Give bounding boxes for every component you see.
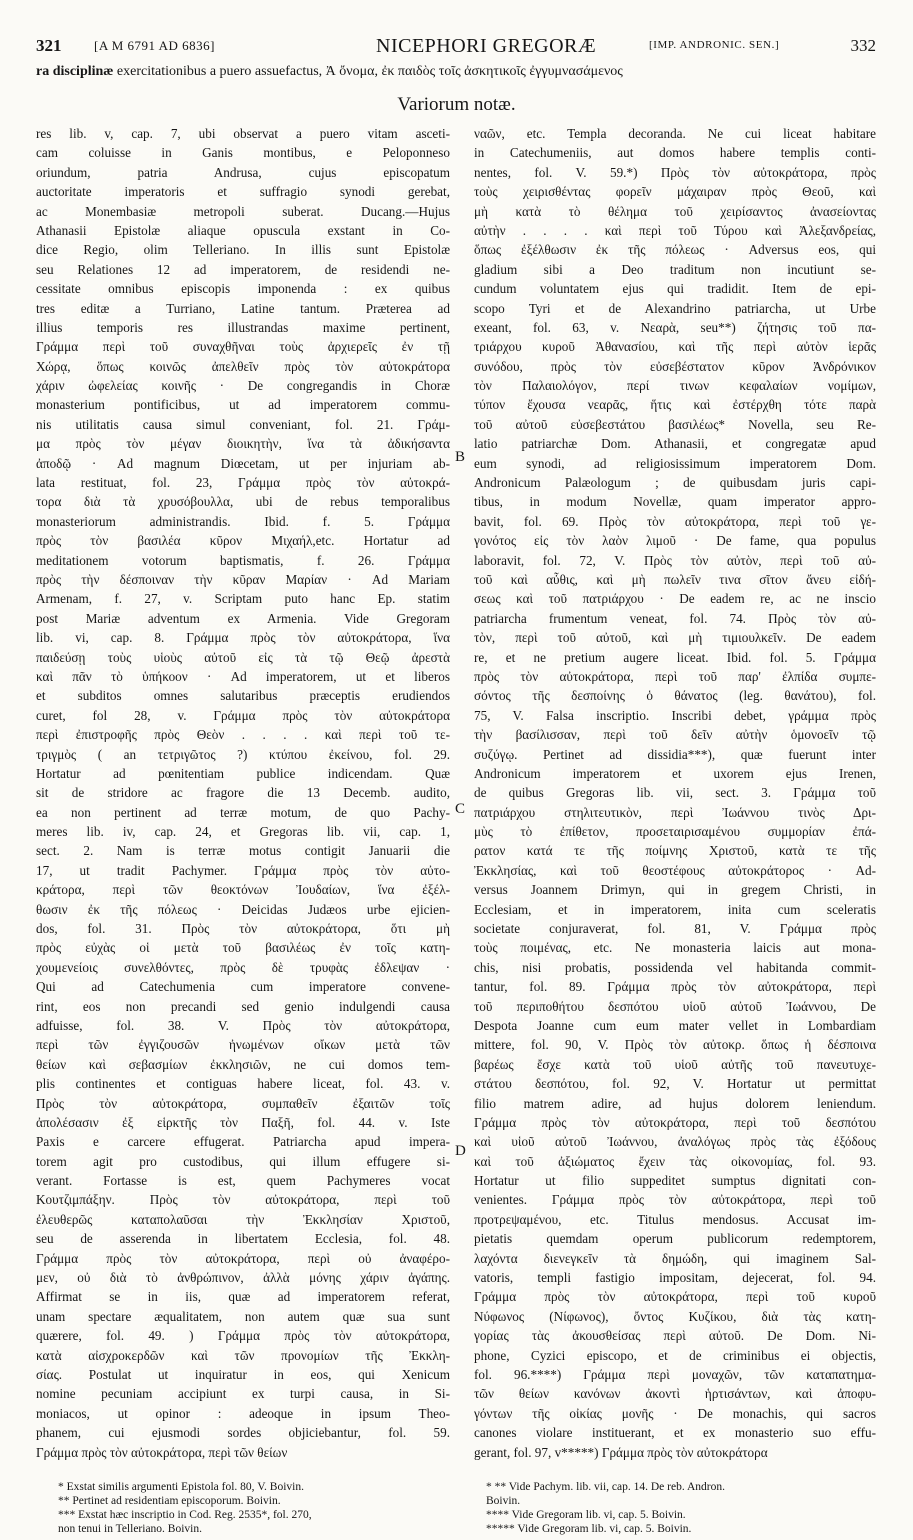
text-line: βαρέως ἔσχε κατὰ τοῦ υἱοῦ αὐτῆς τοῦ πανευτυχε- xyxy=(474,1056,876,1072)
text-line: cam coluisse in Ganis montibus, e Peloponneso xyxy=(36,145,450,161)
text-line: res lib. v, cap. 7, ubi observat a puero vitam asceti- xyxy=(36,126,450,141)
text-line: cundum voluntatem ejus qui tradidit. Item de epi- xyxy=(474,281,876,297)
text-line: τύπον ἔχουσα νεαρᾶς, ἥτις καὶ ἐστέρχθη τότε παρὰ xyxy=(474,397,876,413)
text-line: societate conjuraverat, fol. 81, V. Γράμμα πρὸς xyxy=(474,921,876,937)
text-line: verant. Fortasse is est, quem Pachymeres vocat xyxy=(36,1173,450,1189)
text-line: Γράμμα περὶ τοῦ συναχθῆναι τοὺς ἀρχιερεῖς ἐν τῇ xyxy=(36,339,450,355)
text-line: 17, ut tradit Pachymer. Γράμμα πρὸς τὸν αὐτο- xyxy=(36,862,450,878)
text-line: τοῦ αὐτοῦ εὐσεβεστάτου βασιλέως* Novella, seu Re- xyxy=(474,416,876,432)
text-line: πρὸς τὸν αὐτοκράτορα, περὶ τοῦ παρ' ἐλπίδα συμπε- xyxy=(474,668,876,684)
text-line: unam spectare æqualitatem, non autem quæ sua sunt xyxy=(36,1308,450,1324)
text-line: ea non pertinent ad terræ motum, de quo Pachy- xyxy=(36,804,450,820)
text-line: καὶ πᾶν τὸ ὑπήκοον · Ad imperatorem, ut et liberos xyxy=(36,668,450,684)
text-line: πρὸς τὸν βασιλέα κῦρον Μιχαήλ,etc. Hortatur ad xyxy=(36,533,450,549)
text-line: θείων καὶ σεβασμίων ἐκκλησιῶν, ne cui domos tem- xyxy=(36,1056,450,1072)
text-line: πατριάρχου στηλιτευτικὸν, περὶ Ἰωάννου τινὸς Δρι- xyxy=(474,804,876,820)
page-number-right: 332 xyxy=(850,36,876,55)
text-line: nomine pecuniam accipiunt ex turpi causa, in Si- xyxy=(36,1386,450,1402)
text-line: pietatis quemdam operum publicorum redemptorem, xyxy=(474,1231,876,1247)
text-line: τῶν θείων κανόνων ἀκοντὶ ἡρτισάντων, καὶ ἀποφυ- xyxy=(474,1386,876,1402)
text-line: illius temporis res illustrandas maxime pertinent, xyxy=(36,319,450,335)
page-number-left: 321 xyxy=(36,36,62,55)
text-line: seu Relationes 12 ad imperatorem, de residendi ne- xyxy=(36,261,450,277)
continued-latin-text: exercitationibus a puero assuefactus, xyxy=(113,64,323,79)
text-line: κατὰ αἰσχροκερδῶν καὶ τῶν προνομίων τῆς Ἐκκλη- xyxy=(36,1347,450,1363)
text-line: Hortatur ad pœnitentiam publice indicendam. Quæ xyxy=(36,765,450,781)
text-line: Πρὸς τὸν αὐτοκράτορα, συμπαθεῖν ἐξαιτῶν τοῖς xyxy=(36,1095,450,1111)
text-line: 75, V. Falsa inscriptio. Inscribi debet, γράμμα πρὸς xyxy=(474,707,876,723)
text-line: canones violare instituerant, et ex monasterio suo effu- xyxy=(474,1425,876,1441)
footnotes-right xyxy=(486,1480,876,1536)
text-line: exeant, fol. 63, v. Νεαρὰ, seu**) ζήτησις τοῦ πα- xyxy=(474,319,876,335)
text-line: mittere, fol. 90, V. Πρὸς τὸν αὐτοκρ. ὅπως ἡ δέσποινα xyxy=(474,1037,876,1053)
text-line: τὴν βασίλισσαν, περὶ τοῦ δεῖν αὐτὴν ὁμονοεῖν τῷ xyxy=(474,727,876,743)
text-line: τοῦ καὶ αὖθις, καὶ μὴ πωλεῖν τινα σῖτον ἄνευ εἰδή- xyxy=(474,571,876,587)
text-line: sit de stridore ac fragore die 13 Decemb. audito, xyxy=(36,785,450,801)
text-line: torem agit pro custodibus, qui illum effugere si- xyxy=(36,1153,450,1169)
footnote: * ** Vide Pachym. lib. vii, cap. 14. De reb. Andron. xyxy=(486,1481,725,1493)
text-line: Γράμμα πρὸς τὸν αὐτοκράτορα, περὶ οὐ ἀναφέρο- xyxy=(36,1250,450,1266)
margin-letter-c: C xyxy=(455,801,466,817)
text-line: moniacos, ut opinor : adeoque in ipsum Theo- xyxy=(36,1405,450,1421)
text-line: σόντος τῆς δεσποίνης ὁ θάνατος (leg. θανάτου), fol. xyxy=(474,688,876,704)
text-line: tibus, in modum Novellæ, quam imperator appro- xyxy=(474,494,876,510)
continued-text-line xyxy=(36,64,876,84)
text-line: plis continentes et contiguas habere liceat, fol. 43. v. xyxy=(36,1076,450,1092)
text-line: meres lib. iv, cap. 24, et Gregoras lib. vii, cap. 1, xyxy=(36,824,450,840)
text-line: Ecclesiam, et in imperatorem, inita cum sceleratis xyxy=(474,901,876,917)
text-line: Athanasii Epistolæ aliaque opuscula exstant in Co- xyxy=(36,222,450,238)
text-line: monasteriorum administrandis. Ibid. f. 5. Γράμμα xyxy=(36,513,450,529)
text-line: versus Joannem Drimyn, qui in gregem Christi, in xyxy=(474,882,876,898)
text-line: θωσιν ἐκ τῆς πόλεως · Deicidas Judæos urbe ejicien- xyxy=(36,901,450,917)
text-line: phone, Cyzici episcopo, et de criminibus ei objectis, xyxy=(474,1347,876,1363)
footnote: ** Pertinet ad residentiam episcoporum. Boivin. xyxy=(58,1495,281,1507)
text-line: cessitate omnibus episcopis imponenda : ex quibus xyxy=(36,281,450,297)
text-line: Paxis e carcere effugerat. Patriarcha apud impera- xyxy=(36,1134,450,1150)
text-line: meditationem votorum baptismatis, f. 26. Γράμμα xyxy=(36,552,450,568)
continued-greek-text: Ἀ ὄνομα, ἐκ παιδὸς τοῖς ἀσκητικοῖς ἐγγυμνασάμενος xyxy=(322,64,623,79)
text-line: κράτορα, περὶ τῶν θεοκτόνων Ἰουδαίων, ἵνα ἐξέλ- xyxy=(36,882,450,898)
footnote: *** Exstat hæc inscriptio in Cod. Reg. 2535*, fol. 270, xyxy=(58,1509,312,1521)
text-line: fol. 96.****) Γράμμα περὶ μοναχῶν, τῶν καταπατημα- xyxy=(474,1367,876,1382)
text-line: Armenam, f. 27, v. Scriptam puto hanc Ep. statim xyxy=(36,591,450,607)
text-line: παιδεύσῃ τοὺς υἱοὺς αὐτοῦ εἰς τὰ τῷ Θεῷ ἀρεστὰ xyxy=(36,649,450,665)
footnote: Boivin. xyxy=(486,1495,521,1507)
text-line: αὐτὴν . . . . καὶ περὶ τοῦ Τύρου καὶ Ἀλεξανδρείας, xyxy=(474,222,876,238)
text-line: περὶ τῶν ἐγγιζουσῶν ἠνωμένων οἴκων μετὰ τῶν xyxy=(36,1037,450,1053)
section-label: [IMP. ANDRONIC. SEN.] xyxy=(649,39,780,51)
text-line: venientes. Γράμμα πρὸς τὸν αὐτοκράτορα, περὶ τοῦ xyxy=(474,1192,876,1208)
text-line: in Catechumeniis, aut domos habere templis conti- xyxy=(474,145,876,161)
notes-heading: Variorum notæ. xyxy=(397,94,516,115)
text-line: Νύφωνος (Νίφωνος), ὄντος Κυζίκου, διὰ τὰς κατη- xyxy=(474,1308,876,1324)
text-line: latio patriarchæ Dom. Athanasii, et congregatæ apud xyxy=(474,436,876,452)
footnote: non tenui in Telleriano. Boivin. xyxy=(58,1523,202,1535)
text-line: ἀποδῷ · Ad magnum Diœcetam, ut per injuriam ab- xyxy=(36,455,450,471)
text-line: ἀπολέσασιν ἐξ εἱρκτῆς τὸν Παξῆ, fol. 44. v. Iste xyxy=(36,1114,450,1130)
text-line: στάτου δεσπότου, fol. 92, V. Hortatur ut permittat xyxy=(474,1076,876,1092)
text-line: ac Monembasiæ metropoli suberat. Ducang.—Hujus xyxy=(36,203,450,219)
text-line: μεν, οὐ διὰ τὸ ἀνθρώπινον, ἀλλὰ μόνης χάριν ἀγάπης. xyxy=(36,1270,450,1286)
footnotes-left xyxy=(58,1480,450,1536)
text-line: προτρεψαμένου, etc. Titulus mendosus. Accusat im- xyxy=(474,1211,876,1227)
text-line: Despota Joanne cum eum mater vellet in Lombardiam xyxy=(474,1017,876,1033)
running-header xyxy=(36,36,876,62)
text-line: μὺς τὸ ἐπίθετον, προσεταιρισαμένου συμμορίαν ἐπά- xyxy=(474,824,876,840)
text-line: γορίας τὰς ἀκουσθείσας περὶ αὐτοῦ. De Dom. Ni- xyxy=(474,1328,876,1344)
text-line: Κουτζιμπάξην. Πρὸς τὸν αὐτοκράτορα, περὶ τοῦ xyxy=(36,1192,450,1208)
text-line: σίας. Postulat ut inquiratur in eos, qui Xenicum xyxy=(36,1367,450,1382)
page-title: NICEPHORI GREGORÆ xyxy=(376,35,597,57)
text-line: ναῶν, etc. Templa decoranda. Ne cui liceat habitare xyxy=(474,126,876,141)
text-line: γόντων τῆς οἰκίας μονῆς · De monachis, qui sacros xyxy=(474,1405,876,1421)
text-line: τὸν, περὶ τοῦ αὐτοῦ, καὶ μὴ τιμιουλκεῖν. De eadem xyxy=(474,630,876,646)
text-line: adfuisse, fol. 38. V. Πρὸς τὸν αὐτοκράτορα, xyxy=(36,1017,450,1033)
text-line: rint, eos non precandi sed genio indulgendi causa xyxy=(36,998,450,1014)
text-line: τριάρχου κυροῦ Ἀθανασίου, καὶ τῆς περὶ αὐτὸν ἱερᾶς xyxy=(474,339,876,355)
margin-letter-b: B xyxy=(455,449,466,465)
text-line: Γράμμα πρὸς τὸν αὐτοκράτορα, περὶ τοῦ κυροῦ xyxy=(474,1289,876,1305)
text-line: σεως καὶ τοῦ πατριάρχου · De eadem re, ac ne inscio xyxy=(474,591,876,607)
text-line: post Mariæ adventum ex Armenia. Vide Gregoram xyxy=(36,610,450,626)
text-line: Andronicum imperatorem et uxorem ejus Irenen, xyxy=(474,765,876,781)
text-line: λαχόντα διενεγκεῖν τὰ δημώδη, qui imaginem Sal- xyxy=(474,1250,876,1266)
footnote: * Exstat similis argumenti Epistola fol. 80, V. Boivin. xyxy=(58,1481,304,1493)
text-line: quærere, fol. 49. ) Γράμμα πρὸς τὸν αὐτοκράτορα, xyxy=(36,1328,450,1344)
text-line: καὶ υἱοῦ αὐτοῦ Ἰωάννου, ἀναλόγως πρὸς τὰς ἐξόδους xyxy=(474,1134,876,1150)
text-line: filio matrem adire, ad hujus dolorem leniendum. xyxy=(474,1095,876,1111)
text-line: γονότος εἰς τὸν λαὸν λιμοῦ · De fame, qua populus xyxy=(474,533,876,549)
text-line: περὶ ἐπιστροφῆς πρὸς Θεὸν . . . . καὶ περὶ τοῦ τε- xyxy=(36,727,450,743)
text-line: tres editæ a Turriano, Latine tantum. Præterea ad xyxy=(36,300,450,316)
text-line: Γράμμα πρὸς τὸν αὐτοκράτορα, περὶ τῶν θείων xyxy=(36,1444,288,1460)
text-line: et subditos omnes salutaribus præceptis erudiendos xyxy=(36,688,450,704)
text-line: laboravit, fol. 72, V. Πρὸς τὸν αὐτὸν, περὶ τοῦ αὐ- xyxy=(474,552,876,568)
text-line: Χώρᾳ, ὅπως κοινῶς ἀπελθεῖν πρὸς τὸν αὐτοκράτορα xyxy=(36,358,450,374)
text-line: χουμενείοις συνελθόντες, πρὸς δὲ τρυφὰς ἐδλεψαν · xyxy=(36,959,450,975)
text-line: ὅπως ἐξέλθωσιν ἐκ τῆς πόλεως · Adversus eos, qui xyxy=(474,242,876,258)
text-line: χάριν ὠφελείας κοινῆς · De congregandis in Choræ xyxy=(36,378,450,394)
text-line: dos, fol. 31. Πρὸς τὸν αὐτοκράτορα, ὅτι μὴ xyxy=(36,921,450,937)
text-line: ρατον κατά τε τῆς ποίμνης Χριστοῦ, κατὰ τε τῆς xyxy=(474,843,876,859)
text-line: τοὺς χειρισθέντας φορεῖν μάχαιραν πρὸς Θεοῦ, καὶ xyxy=(474,184,876,200)
text-line: τοῦ περιποθήτου δεσπότου υἱοῦ αὐτοῦ Ἰωάννου, De xyxy=(474,998,876,1014)
text-line: καὶ τοῦ ἀξιώματος ἔχειν τὰς οἰκονομίας, fol. 93. xyxy=(474,1153,876,1169)
text-line: bavit, fol. 69. Πρὸς τὸν αὐτοκράτορα, περὶ τοῦ γε- xyxy=(474,513,876,529)
text-line: πρὸς τὴν δέσποιναν τὴν κῦραν Μαρίαν · Ad Mariam xyxy=(36,571,450,587)
text-line: sect. 2. Nam is terræ motus contigit Januarii die xyxy=(36,843,450,859)
text-line: eum synodi, ad religiosissimum imperatorem Dom. xyxy=(474,455,876,471)
text-line: πρὸς εὐχὰς οἱ μετὰ τοῦ βασιλέως ἐν τοῖς κατη- xyxy=(36,940,450,956)
text-line: τοὺς ποιμένας, etc. Ne monasteria laicis aut mona- xyxy=(474,940,876,956)
text-line: vatoris, templi fastigio impositam, dejecerat, fol. 94. xyxy=(474,1270,876,1286)
text-line: τριγμὸς ( an τετριγῶτος ?) κτύπου ἐκείνου, fol. 29. xyxy=(36,746,450,762)
text-line: scopo Tyri et de Alexandrino patriarcha, ut Urbe xyxy=(474,300,876,316)
text-line: gerant, fol. 97, v*****) Γράμμα πρὸς τὸν αὐτοκράτορα xyxy=(474,1444,768,1460)
text-line: ἐλευθερῶς καταπολαῦσαι τὴν Ἐκκλησίαν Χριστοῦ, xyxy=(36,1211,450,1227)
text-line: seu de asserenda in libertatem Ecclesia, fol. 48. xyxy=(36,1231,450,1247)
text-line: Affirmat se in iis, quæ ad imperatorem referat, xyxy=(36,1289,450,1305)
text-line: de quibus Gregoras lib. vii, sect. 3. Γράμμα τοῦ xyxy=(474,785,876,801)
text-line: tantur, fol. 89. Γράμμα πρὸς τὸν αὐτοκράτορα, περὶ xyxy=(474,979,876,995)
text-line: oriundum, patria Andrusa, cujus episcopatum xyxy=(36,164,450,180)
text-line: lata restituat, fol. 23, Γράμμα πρὸς τὸν αὐτοκρά- xyxy=(36,475,450,491)
text-line: Qui ad Catechumenia cum imperatore convene- xyxy=(36,979,450,995)
text-line: re, et ne pretium augere liceat. Ibid. fol. 5. Γράμμα xyxy=(474,649,876,665)
text-line: συζύγῳ. Pertinet ad dissidia***), quæ fuerunt inter xyxy=(474,746,876,762)
text-line: monasterium pontificibus, ut ad imperatorem commu- xyxy=(36,397,450,413)
text-line: Γράμμα πρὸς τὸν αὐτοκράτορα, περὶ τοῦ δεσπότου xyxy=(474,1114,876,1130)
margin-letter-d: D xyxy=(455,1143,466,1159)
text-line: Ἐκκλησίας, καὶ τοῦ θεοστέφους αὐτοκράτορος · Ad- xyxy=(474,862,876,878)
date-range: [A M 6791 AD 6836] xyxy=(94,38,215,53)
footnote: ***** Vide Gregoram lib. vi, cap. 5. Boivin. xyxy=(486,1523,692,1535)
text-line: μὴ κατὰ τὸ θέλημα τοῦ χειρίσαντος ἀνασείοντας xyxy=(474,203,876,219)
text-line: auctoritate imperatoris et suffragio synodi gerebat, xyxy=(36,184,450,200)
text-line: patriarcha frumentum veneat, fol. 74. Πρὸς τὸν αὐ- xyxy=(474,610,876,626)
text-line: gladium sibi a Deo traditum non incutiunt se- xyxy=(474,261,876,277)
text-line: Hortatur ut filio suppeditet sumptus dignitati con- xyxy=(474,1173,876,1189)
text-line: τὸν Παλαιολόγον, περί τινων κεφαλαίων νομίμων, xyxy=(474,378,876,394)
continued-bold-text: ra disciplinæ xyxy=(36,64,114,79)
text-line: συνόδου, πρὸς τὸν εὐσεβέστατον κῦρον Ἀνδρόνικον xyxy=(474,358,876,374)
text-line: τορα διὰ τὰ χρυσόβουλλα, ubi de rebus temporalibus xyxy=(36,494,450,510)
text-line: curet, fol 28, v. Γράμμα πρὸς τὸν αὐτοκράτορα xyxy=(36,707,450,723)
text-line: μα πρὸς τὸν μέγαν διοικητὴν, ἵνα τὰ ἀδικήσαντα xyxy=(36,436,450,452)
text-line: chis, nisi probatis, possidenda vel habitanda commit- xyxy=(474,959,876,975)
text-line: lib. vi, cap. 8. Γράμμα πρὸς τὸν αὐτοκράτορα, ἵνα xyxy=(36,630,450,646)
text-line: nis utilitatis causa simul conveniant, fol. 21. Γράμ- xyxy=(36,416,450,432)
text-line: Andronicum Palæologum ; de quibusdam juris capi- xyxy=(474,475,876,491)
text-line: phanem, cui ejusmodi sordes objiciebantur, fol. 59. xyxy=(36,1425,450,1441)
footnote: **** Vide Gregoram lib. vi, cap. 5. Boivin. xyxy=(486,1509,686,1521)
left-column xyxy=(36,124,450,1462)
text-line: dice Regio, olim Telleriano. In illis sunt Epistolæ xyxy=(36,242,450,258)
right-column xyxy=(474,124,876,1462)
text-line: nentes, fol. V. 59.*) Πρὸς τὸν αὐτοκράτορα, πρὸς xyxy=(474,164,876,180)
